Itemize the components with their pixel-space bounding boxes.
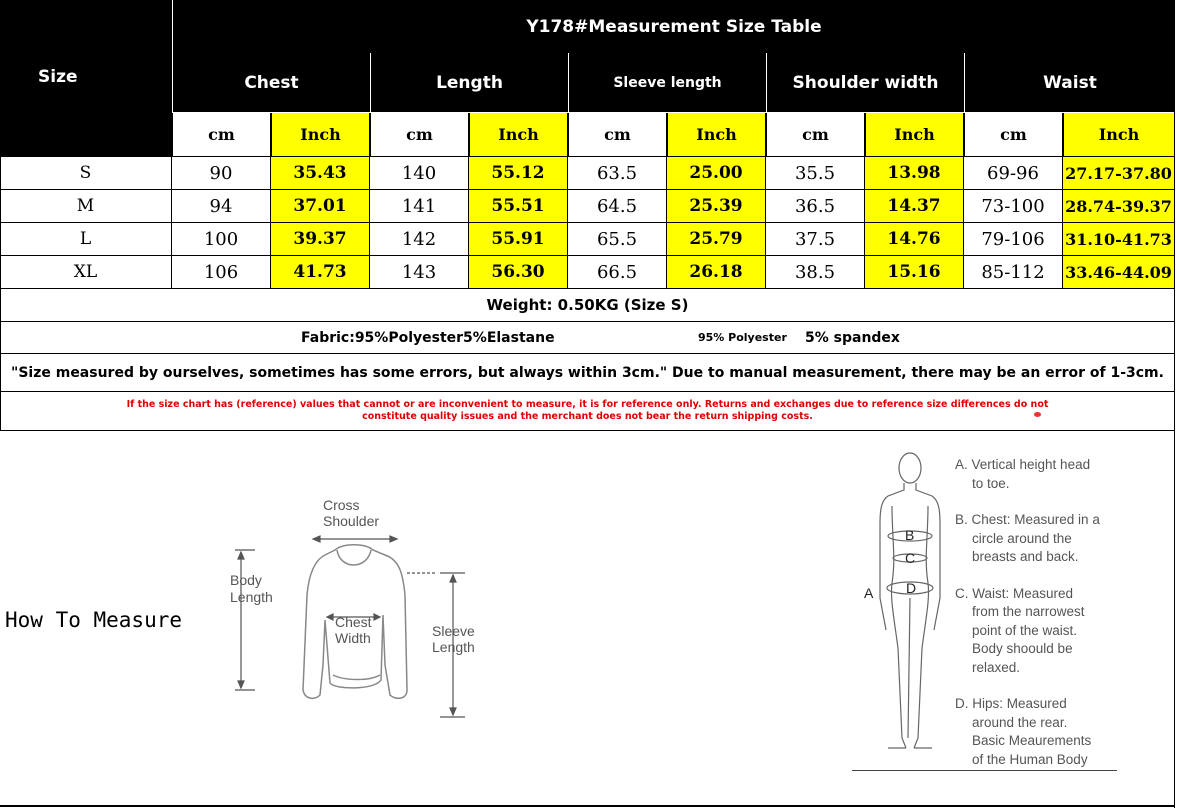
sleeve-length-label-1: Sleeve bbox=[432, 623, 475, 639]
group-header-length: Length bbox=[370, 53, 568, 113]
body-measure-notes bbox=[955, 456, 1165, 787]
inch-value-cell: 39.37 bbox=[271, 223, 370, 256]
cm-value-cell: 142 bbox=[370, 223, 469, 256]
cm-value-cell: 140 bbox=[370, 157, 469, 190]
disclaimer-text: "Size measured by ourselves, sometimes has some errors, but always within 3cm." Due to manual measurement, there may be an error of 1-3cm. bbox=[11, 364, 1164, 381]
unit-inch-header: Inch bbox=[271, 113, 370, 157]
group-header-shoulder-width: Shoulder width bbox=[766, 53, 964, 113]
cm-value-cell: 100 bbox=[172, 223, 271, 256]
measure-note-line: breasts and back. bbox=[972, 549, 1079, 564]
measure-note-line: A. Vertical height head bbox=[955, 457, 1091, 472]
group-header-waist: Waist bbox=[964, 53, 1175, 113]
inch-value-cell: 31.10-41.73 bbox=[1063, 223, 1175, 256]
chest-width-label-1: Chest bbox=[335, 614, 372, 630]
warning-text-2: constitute quality issues and the merchant does not bear the return shipping costs. bbox=[362, 411, 813, 422]
unit-cm-header: cm bbox=[766, 113, 865, 157]
cm-value-cell: 94 bbox=[172, 190, 271, 223]
size-header-cell bbox=[0, 0, 172, 157]
measure-note bbox=[955, 511, 1165, 567]
cm-value-cell: 66.5 bbox=[568, 256, 667, 289]
disclaimer-row bbox=[0, 354, 1175, 392]
cm-value-cell: 85-112 bbox=[964, 256, 1063, 289]
unit-cm-header: cm bbox=[370, 113, 469, 157]
unit-inch-header: Inch bbox=[667, 113, 766, 157]
cm-value-cell: 38.5 bbox=[766, 256, 865, 289]
inch-value-cell: 55.12 bbox=[469, 157, 568, 190]
inch-value-cell: 25.79 bbox=[667, 223, 766, 256]
measure-note-line: to toe. bbox=[972, 475, 1010, 491]
table-left-border bbox=[0, 157, 1, 431]
body-diagram bbox=[858, 448, 968, 758]
warning-text-1: If the size chart has (reference) values that cannot or are inconvenient to measure, it is for reference only. Returns and exchanges due to reference size differences do not bbox=[126, 399, 1049, 410]
cm-value-cell: 65.5 bbox=[568, 223, 667, 256]
measure-note bbox=[955, 585, 1165, 678]
measure-note-line: Basic Meaurements bbox=[972, 733, 1092, 748]
size-cell: XL bbox=[0, 256, 172, 289]
measure-note-line: point of the waist. bbox=[972, 622, 1078, 638]
inch-value-cell: 56.30 bbox=[469, 256, 568, 289]
cross-shoulder-label-1: Cross bbox=[323, 497, 360, 513]
fabric-text: Fabric:95%Polyester5%Elastane bbox=[301, 329, 555, 346]
fabric-row bbox=[0, 322, 1175, 354]
inch-value-cell: 14.37 bbox=[865, 190, 964, 223]
body-letter-a: A bbox=[864, 585, 874, 601]
cm-value-cell: 37.5 bbox=[766, 223, 865, 256]
measure-note-line: from the narrowest bbox=[972, 604, 1085, 619]
cm-value-cell: 143 bbox=[370, 256, 469, 289]
measure-note-line: relaxed. bbox=[972, 659, 1021, 675]
size-header-label: Size bbox=[38, 67, 78, 87]
inch-value-cell: 27.17-37.80 bbox=[1063, 157, 1175, 190]
red-dot bbox=[1034, 412, 1041, 417]
inch-value-cell: 55.51 bbox=[469, 190, 568, 223]
measure-note-line: Body shoould be bbox=[972, 641, 1073, 656]
notes-underline bbox=[852, 770, 1117, 771]
body-letter-c: C bbox=[905, 550, 916, 566]
inch-value-cell: 41.73 bbox=[271, 256, 370, 289]
inch-value-cell: 15.16 bbox=[865, 256, 964, 289]
cm-value-cell: 106 bbox=[172, 256, 271, 289]
cm-value-cell: 79-106 bbox=[964, 223, 1063, 256]
weight-row bbox=[0, 289, 1175, 322]
measure-note bbox=[955, 695, 1165, 769]
size-cell: S bbox=[0, 157, 172, 190]
measure-note-line: of the Human Body bbox=[972, 751, 1088, 767]
human-body-icon bbox=[880, 453, 940, 748]
table-title: Y178#Measurement Size Table bbox=[526, 16, 822, 37]
body-letter-b: B bbox=[905, 527, 915, 543]
measure-note-line: D. Hips: Measured bbox=[955, 696, 1067, 711]
weight-text: Weight: 0.50KG (Size S) bbox=[486, 296, 689, 314]
inch-value-cell: 25.39 bbox=[667, 190, 766, 223]
how-to-measure-title: How To Measure bbox=[5, 608, 183, 632]
measure-note bbox=[955, 456, 1165, 493]
measure-note-line: B. Chest: Measured in a bbox=[955, 512, 1100, 527]
body-length-label-2: Length bbox=[230, 589, 273, 605]
inch-value-cell: 35.43 bbox=[271, 157, 370, 190]
fabric-spandex-text: 5% spandex bbox=[805, 329, 900, 346]
group-header-chest: Chest bbox=[172, 53, 370, 113]
size-cell: M bbox=[0, 190, 172, 223]
inch-value-cell: 25.00 bbox=[667, 157, 766, 190]
table-right-border bbox=[1174, 0, 1175, 808]
sleeve-length-label-2: Length bbox=[432, 639, 475, 655]
measure-note-line: C. Waist: Measured bbox=[955, 585, 1074, 601]
cm-value-cell: 35.5 bbox=[766, 157, 865, 190]
warning-row bbox=[0, 392, 1175, 431]
cm-value-cell: 36.5 bbox=[766, 190, 865, 223]
body-letter-d: D bbox=[906, 580, 917, 596]
inch-value-cell: 14.76 bbox=[865, 223, 964, 256]
inch-value-cell: 37.01 bbox=[271, 190, 370, 223]
group-header-sleeve-length: Sleeve length bbox=[568, 53, 766, 113]
unit-inch-header: Inch bbox=[1063, 113, 1175, 157]
cross-shoulder-label-2: Shoulder bbox=[323, 513, 380, 529]
cm-value-cell: 69-96 bbox=[964, 157, 1063, 190]
chest-width-label-2: Width bbox=[335, 630, 371, 646]
unit-cm-header: cm bbox=[172, 113, 271, 157]
cm-value-cell: 141 bbox=[370, 190, 469, 223]
inch-value-cell: 13.98 bbox=[865, 157, 964, 190]
inch-value-cell: 33.46-44.09 bbox=[1063, 256, 1175, 289]
unit-cm-header: cm bbox=[964, 113, 1063, 157]
unit-cm-header: cm bbox=[568, 113, 667, 157]
measure-note-line: circle around the bbox=[972, 530, 1072, 546]
inch-value-cell: 28.74-39.37 bbox=[1063, 190, 1175, 223]
cm-value-cell: 63.5 bbox=[568, 157, 667, 190]
table-title-cell bbox=[172, 0, 1175, 53]
unit-inch-header: Inch bbox=[865, 113, 964, 157]
shirt-diagram bbox=[225, 495, 490, 725]
cm-value-cell: 90 bbox=[172, 157, 271, 190]
page-bottom-border bbox=[0, 805, 1175, 807]
size-cell: L bbox=[0, 223, 172, 256]
cm-value-cell: 73-100 bbox=[964, 190, 1063, 223]
fabric-polyester-text: 95% Polyester bbox=[698, 331, 787, 344]
unit-inch-header: Inch bbox=[469, 113, 568, 157]
measure-note-line: around the rear. bbox=[972, 714, 1068, 730]
cm-value-cell: 64.5 bbox=[568, 190, 667, 223]
inch-value-cell: 55.91 bbox=[469, 223, 568, 256]
inch-value-cell: 26.18 bbox=[667, 256, 766, 289]
body-length-label-1: Body bbox=[230, 572, 262, 588]
